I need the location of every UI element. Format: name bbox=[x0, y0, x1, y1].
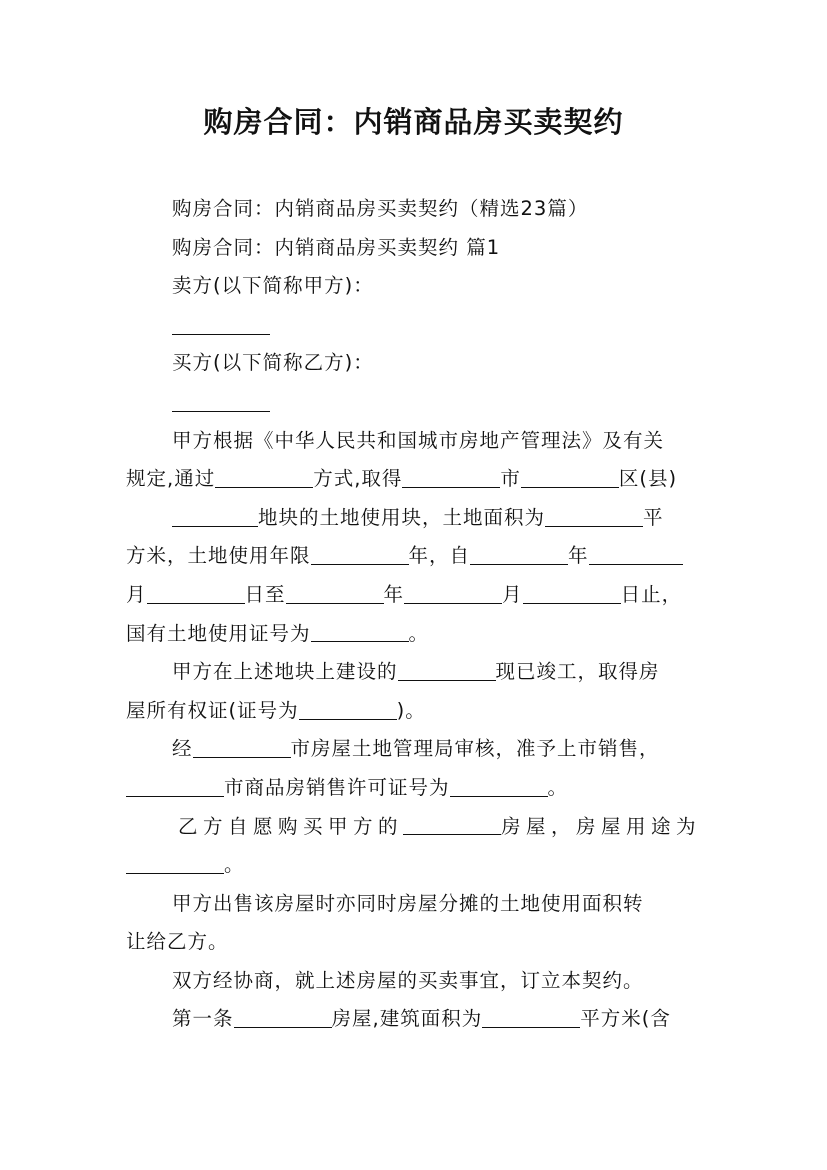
line-text: 月 bbox=[502, 582, 523, 606]
line-text: 日至 bbox=[244, 582, 286, 606]
paragraph-line bbox=[126, 885, 712, 924]
fill-in-blank bbox=[470, 544, 568, 565]
line-text: 购房合同：内销商品房买卖契约 篇1 bbox=[172, 235, 501, 259]
paragraph-line bbox=[126, 267, 712, 306]
line-text: 市 bbox=[500, 467, 521, 491]
paragraph-line bbox=[126, 229, 712, 268]
paragraph-line bbox=[126, 653, 712, 692]
fill-in-blank bbox=[311, 621, 409, 642]
line-text: 市房屋土地管理局审核，准予上市销售， bbox=[290, 737, 660, 761]
line-text: 甲方根据《中华人民共和国城市房地产管理法》及有关 bbox=[172, 428, 665, 452]
line-text: 第一条 bbox=[172, 1007, 234, 1031]
line-text: 年，自 bbox=[408, 544, 471, 568]
paragraph-line bbox=[126, 190, 712, 229]
fill-in-blank bbox=[172, 312, 270, 335]
line-text: 双方经协商，就上述房屋的买卖事宜，订立本契约。 bbox=[172, 968, 644, 992]
paragraph-line bbox=[126, 460, 712, 499]
paragraph-line bbox=[126, 923, 712, 962]
fill-in-blank bbox=[403, 814, 501, 835]
line-text: 国有土地使用证号为 bbox=[126, 621, 311, 645]
line-text: 。 bbox=[408, 621, 430, 645]
line-text: 。 bbox=[547, 775, 569, 799]
line-text: )。 bbox=[396, 698, 426, 722]
fill-in-blank bbox=[404, 582, 502, 603]
paragraph-line bbox=[126, 383, 712, 422]
fill-in-blank bbox=[523, 582, 621, 603]
paragraph-line bbox=[126, 306, 712, 345]
fill-in-blank bbox=[172, 505, 258, 526]
line-text: 甲方在上述地块上建设的 bbox=[172, 660, 398, 684]
fill-in-blank bbox=[172, 389, 270, 412]
line-text: 。 bbox=[224, 853, 245, 877]
line-text: 买方(以下简称乙方)： bbox=[172, 351, 374, 375]
document-body bbox=[126, 190, 712, 1039]
fill-in-blank bbox=[402, 467, 500, 488]
line-text: 方米，土地使用年限 bbox=[126, 544, 311, 568]
fill-in-blank bbox=[193, 737, 291, 758]
line-text: 购房合同：内销商品房买卖契约（精选23篇） bbox=[172, 197, 589, 220]
paragraph-line bbox=[126, 692, 712, 731]
line-text: 平方米(含 bbox=[580, 1007, 671, 1031]
fill-in-blank bbox=[545, 505, 643, 526]
paragraph-line bbox=[126, 615, 712, 654]
paragraph-line bbox=[126, 422, 712, 461]
line-text: 月 bbox=[126, 582, 147, 606]
line-text: 方式,取得 bbox=[313, 467, 403, 491]
fill-in-blank bbox=[589, 544, 683, 565]
fill-in-blank bbox=[126, 853, 224, 874]
line-text: 乙方自愿购买甲方的 bbox=[178, 814, 404, 838]
line-text: 区(县) bbox=[618, 467, 678, 491]
fill-in-blank bbox=[215, 467, 313, 488]
line-text: 规定,通过 bbox=[126, 467, 216, 491]
document-title: 购房合同：内销商品房买卖契约 bbox=[203, 105, 624, 139]
fill-in-blank bbox=[311, 544, 409, 565]
paragraph-line bbox=[126, 344, 712, 383]
line-text: 日止， bbox=[620, 582, 683, 606]
line-text: 地块的土地使用块，土地面积为 bbox=[258, 505, 546, 529]
line-text: 卖方(以下简称甲方)： bbox=[172, 274, 374, 298]
paragraph-line bbox=[126, 730, 712, 769]
line-text: 房屋,建筑面积为 bbox=[331, 1007, 483, 1031]
line-text: 现已竣工，取得房 bbox=[495, 660, 660, 684]
line-text: 甲方出售该房屋时亦同时房屋分摊的土地使用面积转 bbox=[172, 891, 644, 915]
line-text: 让给乙方。 bbox=[126, 930, 229, 954]
fill-in-blank bbox=[286, 582, 384, 603]
fill-in-blank bbox=[521, 467, 619, 488]
fill-in-blank bbox=[147, 582, 245, 603]
fill-in-blank bbox=[450, 775, 548, 796]
paragraph-line bbox=[126, 962, 712, 1001]
line-text: 屋所有权证(证号为 bbox=[126, 698, 299, 722]
line-text: 经 bbox=[172, 737, 193, 761]
paragraph-line bbox=[126, 1000, 712, 1039]
fill-in-blank bbox=[299, 698, 397, 719]
line-text: 平 bbox=[643, 505, 664, 529]
paragraph-line bbox=[126, 499, 712, 538]
paragraph-line bbox=[126, 576, 712, 615]
fill-in-blank bbox=[398, 660, 496, 681]
fill-in-blank bbox=[126, 775, 224, 796]
line-text: 市商品房销售许可证号为 bbox=[224, 775, 450, 799]
paragraph-line bbox=[126, 769, 712, 808]
line-text: 房屋，房屋用途为 bbox=[501, 814, 702, 838]
paragraph-line bbox=[126, 846, 712, 885]
paragraph-line bbox=[126, 537, 712, 576]
line-text: 年 bbox=[383, 582, 405, 606]
paragraph-line bbox=[126, 808, 712, 847]
fill-in-blank bbox=[482, 1007, 580, 1028]
line-text: 年 bbox=[568, 544, 589, 568]
fill-in-blank bbox=[234, 1007, 332, 1028]
